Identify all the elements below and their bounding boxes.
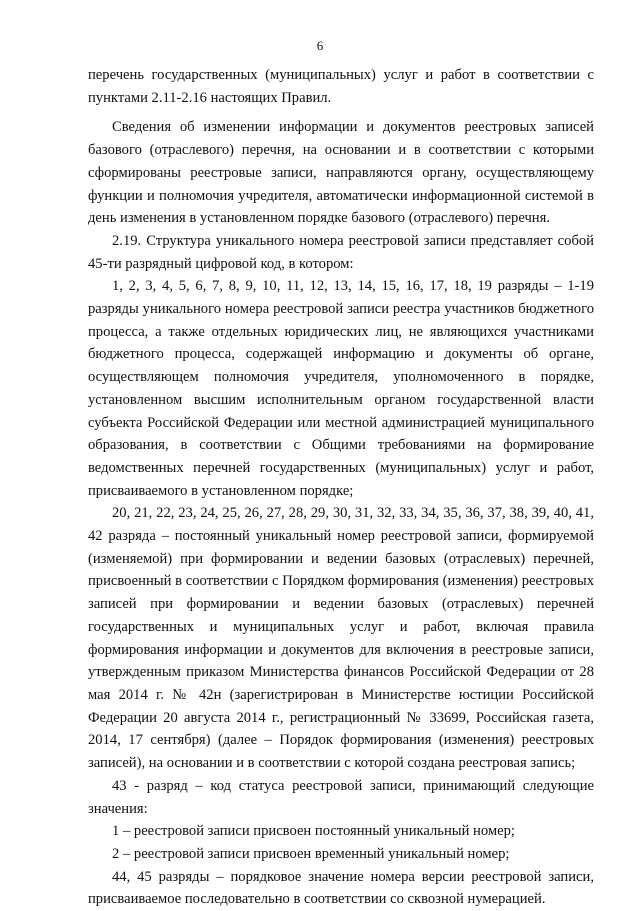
paragraph-digits-20-42: 20, 21, 22, 23, 24, 25, 26, 27, 28, 29, 30, 31, 32, 33, 34, 35, 36, 37, 38, 39, 40, 41, 42 разряда – постоянный уникальный номер реестровой записи, формируемой (изменяемой) при формировании и ведении базовых (отраслевых) перечней, присвоенный в соответствии с Порядком формирования (изменения) реестровых записей при формировании и ведении базовых (отраслевых) перечней государственных и муниципальных услуг и работ, включая правила формирования информации и документов для включения в реестровые записи, утвержденным приказом Министерства финансов Российской Федерации от 28 мая 2014 г. № 42н (зарегистрирован в Министерстве юстиции Российской Федерации 20 августа 2014 г., регистрационный № 33699, Российская газета, 2014, 17 сентября) (далее – Порядок формирования (изменения) реестровых записей), на основании и в соответствии с которой создана реестровая запись; (88, 505, 594, 772)
list-item-status-2: 2 – реестровой записи присвоен временный уникальный номер; (112, 845, 510, 862)
paragraph-digits-1-19: 1, 2, 3, 4, 5, 6, 7, 8, 9, 10, 11, 12, 13, 14, 15, 16, 17, 18, 19 разряды – 1-19 разряды уникального номера реестровой записи реестра участников бюджетного процесса, а также отдельных юридических лиц, не являющихся участниками бюджетного процесса, содержащей информацию и документы об органе, осуществляющем полномочия учредителя, уполномоченного в порядке, установленном высшим исполнительным органом государственной власти субъекта Российской Федерации или местной администрацией муниципального образования, в соответствии с Общими требованиями на формирование ведомственных перечней государственных (муниципальных) услуг и работ, присваиваемого в установленном порядке; (88, 278, 594, 499)
paragraph-continuation: перечень государственных (муниципальных) услуг и работ в соответствии с пунктами 2.11-2.16 настоящих Правил. (88, 67, 594, 106)
paragraph-registry-changes: Сведения об изменении информации и документов реестровых записей базового (отраслевого) перечня, на основании и в соответствии с которыми сформированы реестровые записи, направляются органу, осуществляющему функции и полномочия учредителя, автоматически информационной системой в день изменения в установленном порядке базового (отраслевого) перечня. (88, 119, 594, 227)
paragraph-2-19: 2.19. Структура уникального номера реестровой записи представляет собой 45-ти разрядный цифровой код, в котором: (88, 232, 594, 272)
paragraph-digits-44-45: 44, 45 разряды – порядковое значение номера версии реестровой записи, присваиваемое последовательно в соответствии со сквозной нумерацией. (88, 868, 594, 908)
page-number: 6 (316, 38, 324, 53)
document-body (88, 64, 594, 911)
paragraph-digit-43: 43 - разряд – код статуса реестровой записи, принимающий следующие значения: (88, 777, 594, 817)
list-item-status-1: 1 – реестровой записи присвоен постоянный уникальный номер; (112, 823, 515, 840)
